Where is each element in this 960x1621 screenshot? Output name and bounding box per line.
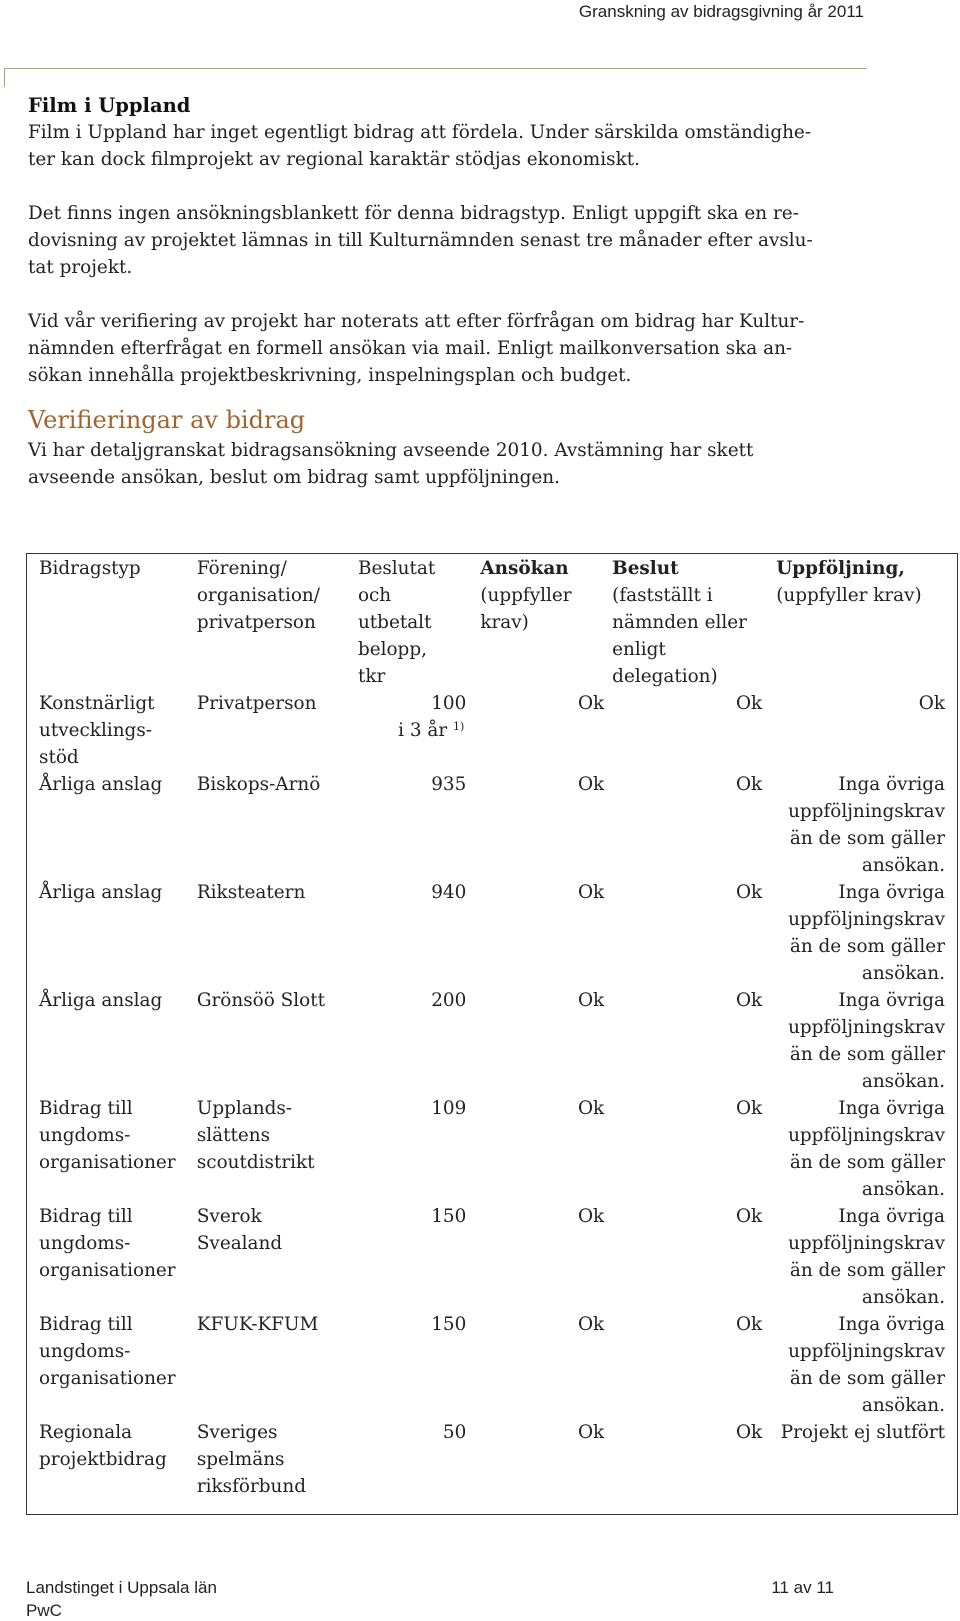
table-row [27, 1095, 958, 1203]
cell-belopp: 150 [431, 1206, 467, 1227]
cell-ansokan: Ok [577, 1098, 605, 1119]
cell-beslut: Ok [735, 1314, 763, 1335]
header-uppfoljning-title: Uppföljning, [776, 558, 905, 579]
table-header-row [27, 554, 958, 691]
verification-text: Vi har detaljgranskat bidragsansökning avseende 2010. Avstämning har skett avseende ansökan, beslut om bidrag samt uppföljningen. [28, 440, 754, 488]
cell-bidragstyp: Konstnärligt utvecklings- stöd [39, 693, 155, 768]
header-bidragstyp: Bidragstyp [39, 558, 141, 579]
cell-bidragstyp: Årliga anslag [39, 774, 163, 795]
cell-uppfoljning: Inga övriga uppföljningskrav än de som gäller ansökan. [788, 1206, 945, 1308]
cell-forening: Sverok Svealand [196, 1206, 283, 1254]
header-ansokan-note: (uppfyller krav) [480, 585, 572, 633]
table-row [27, 879, 958, 987]
header-belopp: Beslutat och utbetalt belopp, tkr [357, 558, 436, 687]
cell-belopp: 935 [431, 774, 467, 795]
cell-ansokan: Ok [577, 774, 605, 795]
cell-belopp: 200 [431, 990, 467, 1011]
cell-belopp-value: 100 [431, 693, 467, 714]
table-row [27, 987, 958, 1095]
cell-bidragstyp: Årliga anslag [39, 882, 163, 903]
cell-belopp-note: i 3 år [398, 720, 448, 741]
cell-beslut: Ok [735, 693, 763, 714]
table-row [27, 1419, 958, 1515]
cell-bidragstyp: Bidrag till ungdoms- organisationer [39, 1098, 176, 1173]
cell-ansokan: Ok [577, 882, 605, 903]
cell-beslut: Ok [735, 1422, 763, 1443]
cell-forening: Grönsöö Slott [196, 990, 325, 1011]
page-header: Granskning av bidragsgivning år 2011 [578, 2, 864, 21]
cell-belopp: 150 [431, 1314, 467, 1335]
header-beslut-title: Beslut [612, 558, 679, 579]
footer-company: PwC [26, 1601, 62, 1620]
footer-organization: Landstinget i Uppsala län [26, 1578, 217, 1597]
header-beslut-note: (fastställt i nämnden eller enligt delegation) [612, 585, 747, 687]
cell-forening: Privatperson [196, 693, 317, 714]
cell-ansokan: Ok [577, 990, 605, 1011]
cell-uppfoljning: Inga övriga uppföljningskrav än de som gäller ansökan. [788, 882, 945, 984]
cell-ansokan: Ok [577, 1314, 605, 1335]
cell-forening: KFUK-KFUM [196, 1314, 319, 1335]
cell-belopp [358, 690, 480, 771]
header-ansokan-title: Ansökan [480, 558, 569, 579]
cell-uppfoljning: Inga övriga uppföljningskrav än de som gäller ansökan. [788, 1314, 945, 1416]
cell-uppfoljning: Projekt ej slutfört [780, 1422, 945, 1443]
cell-uppfoljning: Ok [918, 693, 945, 714]
cell-uppfoljning: Inga övriga uppföljningskrav än de som gäller ansökan. [788, 1098, 945, 1200]
cell-belopp: 109 [431, 1098, 467, 1119]
verification-heading: Verifieringar av bidrag [28, 406, 306, 434]
document-body [28, 92, 858, 491]
cell-forening: Upplands- slättens scoutdistrikt [196, 1098, 315, 1173]
table-row [27, 1203, 958, 1311]
cell-beslut: Ok [735, 1206, 763, 1227]
cell-beslut: Ok [735, 990, 763, 1011]
header-forening: Förening/ organisation/ privatperson [196, 558, 320, 633]
footnote-marker: 1) [453, 720, 465, 733]
paragraph-2: Det finns ingen ansökningsblankett för denna bidragstyp. Enligt uppgift ska en re- dovisning av projektet lämnas in till Kulturnämnden senast tre månader efter avslu- tat projekt. [28, 203, 813, 278]
page-number: 11 av 11 [771, 1578, 834, 1597]
cell-beslut: Ok [735, 882, 763, 903]
cell-bidragstyp: Bidrag till ungdoms- organisationer [39, 1206, 176, 1281]
section-title: Film i Uppland [28, 94, 191, 117]
header-uppfoljning-note: (uppfyller krav) [776, 585, 922, 606]
table-row [27, 690, 958, 771]
grants-table [26, 553, 958, 1515]
cell-beslut: Ok [735, 774, 763, 795]
cell-belopp: 50 [442, 1422, 467, 1443]
cell-belopp-period [358, 717, 466, 744]
table-row [27, 1311, 958, 1419]
cell-bidragstyp: Årliga anslag [39, 990, 163, 1011]
cell-forening: Sveriges spelmäns riksförbund [196, 1422, 306, 1497]
paragraph-1: Film i Uppland har inget egentligt bidrag att fördela. Under särskilda omständighe- ter kan dock filmprojekt av regional karaktär stödjas ekonomiskt. [28, 122, 812, 170]
cell-forening: Riksteatern [196, 882, 306, 903]
header-ansokan [480, 554, 612, 691]
cell-forening: Biskops-Arnö [196, 774, 321, 795]
cell-beslut: Ok [735, 1098, 763, 1119]
paragraph-3: Vid vår verifiering av projekt har noterats att efter förfrågan om bidrag har Kultur- nämnden efterfrågat en formell ansökan via mail. Enligt mailkonversation ska an- sökan innehålla projektbeskrivning, inspelningsplan och budget. [28, 311, 805, 386]
cell-belopp: 940 [431, 882, 467, 903]
header-beslut [612, 554, 776, 691]
header-rule [4, 68, 867, 87]
cell-bidragstyp: Bidrag till ungdoms- organisationer [39, 1314, 176, 1389]
cell-bidragstyp: Regionala projektbidrag [39, 1422, 167, 1470]
table-row [27, 771, 958, 879]
cell-uppfoljning: Inga övriga uppföljningskrav än de som gäller ansökan. [788, 990, 945, 1092]
cell-ansokan: Ok [577, 693, 605, 714]
header-uppfoljning [776, 554, 957, 691]
cell-ansokan: Ok [577, 1422, 605, 1443]
cell-uppfoljning: Inga övriga uppföljningskrav än de som gäller ansökan. [788, 774, 945, 876]
cell-ansokan: Ok [577, 1206, 605, 1227]
